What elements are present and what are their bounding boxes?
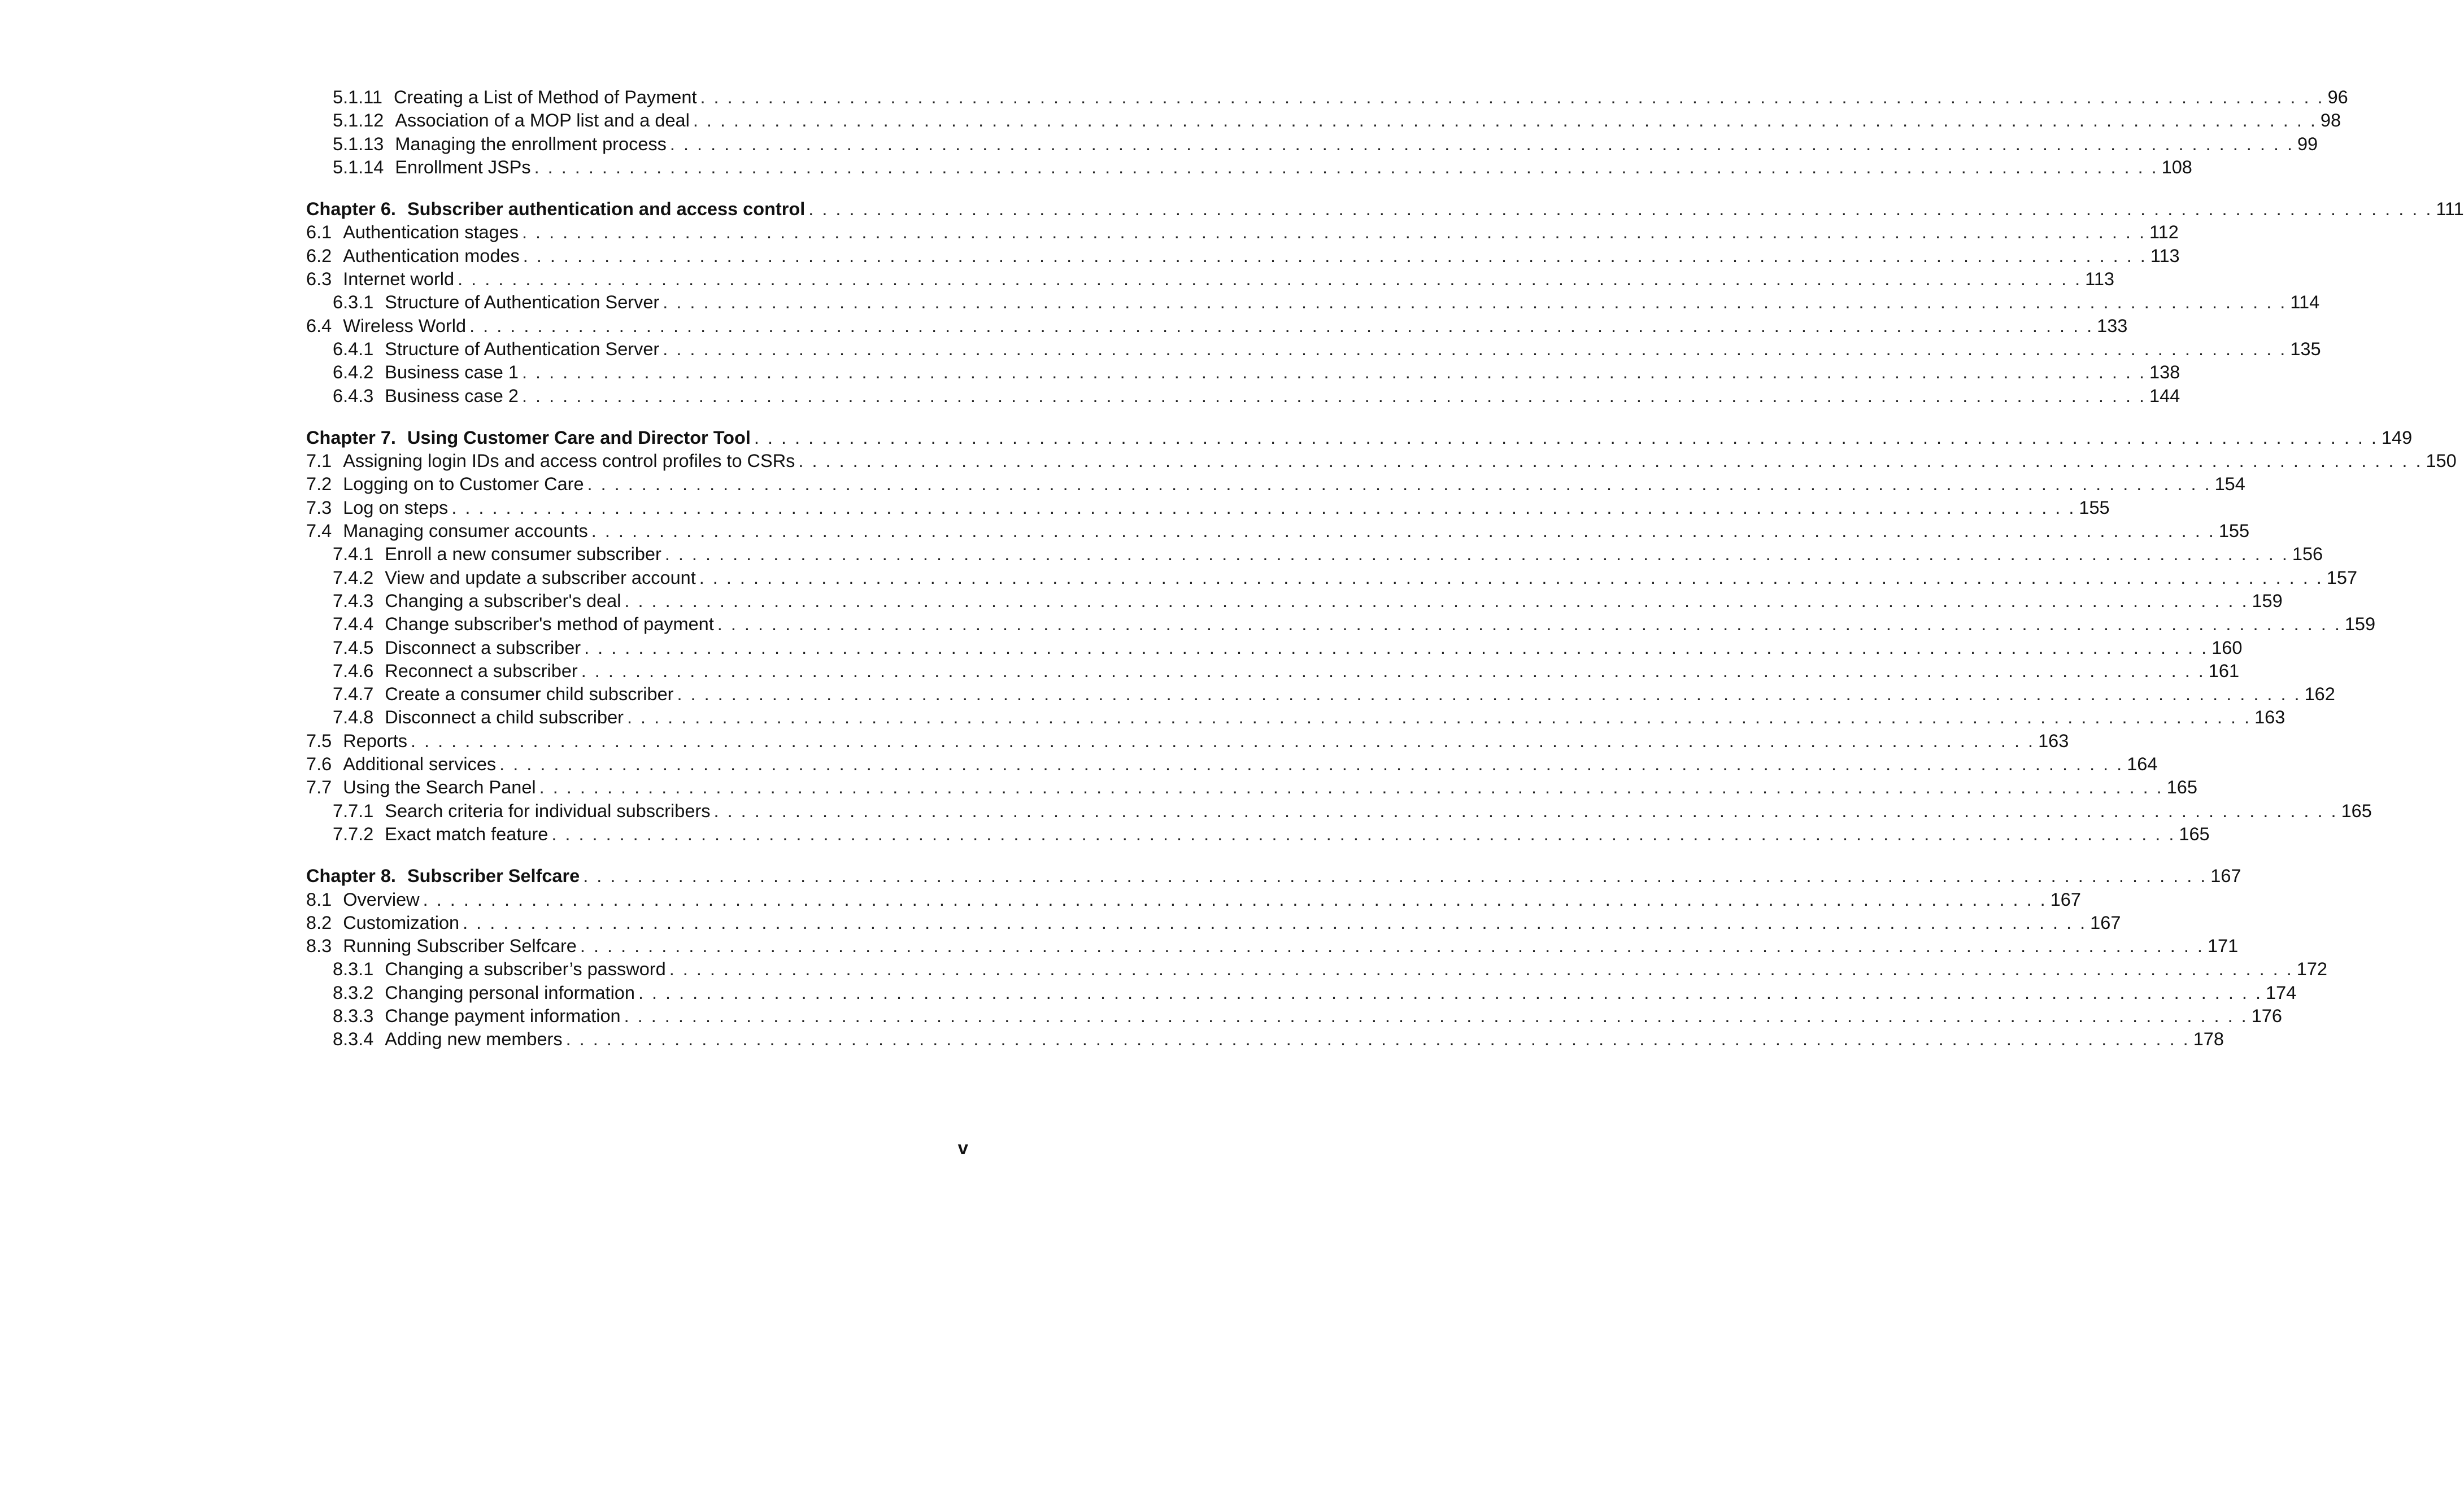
toc-entry[interactable]: [306, 636, 2243, 660]
toc-entry[interactable]: [306, 706, 2285, 729]
dot-leader: . . . . . . . . . . . . . . . . . . . . . . . . . . . . . . . . . . . . . . . . . . . . . . . . . . . . . . . . . . . . . . . . . . . . . . . . . . . . . . . . . . . . . . . . . . . . . . . . . . . . . . . . . . . . . . . . . . . . . . . .: [624, 1005, 2248, 1026]
toc-entry-number: 7.4.5: [333, 637, 374, 658]
dot-leader: . . . . . . . . . . . . . . . . . . . . . . . . . . . . . . . . . . . . . . . . . . . . . . . . . . . . . . . . . . . . . . . . . . . . . . . . . . . . . . . . . . . . . . . . . . . . . . . . . . . . . . . . . . . . . . . . . . . . . . . .: [664, 544, 2289, 565]
toc-entry-number: 6.4.1: [333, 338, 374, 359]
toc-entry-page: 133: [2097, 315, 2128, 336]
toc-entry-page: 178: [2193, 1029, 2224, 1050]
toc-entry-page: 159: [2344, 614, 2376, 635]
toc-entry-title: Logging on to Customer Care: [343, 474, 584, 495]
toc-entry-number: 8.1: [306, 889, 332, 910]
toc-entry-number: 7.7.2: [333, 823, 374, 844]
toc-entry-number: 8.3.3: [333, 1005, 374, 1026]
toc-entry-page: 163: [2254, 707, 2285, 728]
toc-entry[interactable]: [306, 823, 2210, 846]
toc-entry-page: 162: [2304, 684, 2335, 705]
toc-entry-title: Subscriber authentication and access control: [407, 199, 806, 220]
dot-leader: . . . . . . . . . . . . . . . . . . . . . . . . . . . . . . . . . . . . . . . . . . . . . . . . . . . . . . . . . . . . . . . . . . . . . . . . . . . . . . . . . . . . . . . . . . . . . . . . . . . . . . . . . . . . . . . . . . . . . . . .: [808, 199, 2433, 220]
toc-group: [306, 426, 2457, 846]
toc-entry-page: 112: [2149, 222, 2179, 243]
toc-entry-page: 98: [2320, 110, 2341, 131]
toc-entry-number: 6.2: [306, 245, 332, 266]
dot-leader: . . . . . . . . . . . . . . . . . . . . . . . . . . . . . . . . . . . . . . . . . . . . . . . . . . . . . . . . . . . . . . . . . . . . . . . . . . . . . . . . . . . . . . . . . . . . . . . . . . . . . . . . . . . . . . . . . . . . . . . .: [663, 338, 2287, 359]
toc-entry-title: Changing personal information: [385, 982, 635, 1003]
toc-entry[interactable]: [306, 776, 2197, 799]
dot-leader: . . . . . . . . . . . . . . . . . . . . . . . . . . . . . . . . . . . . . . . . . . . . . . . . . . . . . . . . . . . . . . . . . . . . . . . . . . . . . . . . . . . . . . . . . . . . . . . . . . . . . . . . . . . . . . . . . . . . . . . .: [700, 87, 2324, 107]
toc-entry-title: Authentication modes: [343, 245, 520, 266]
toc-entry-number: 7.4.1: [333, 544, 374, 565]
toc-entry-title: Disconnect a child subscriber: [385, 707, 624, 728]
dot-leader: . . . . . . . . . . . . . . . . . . . . . . . . . . . . . . . . . . . . . . . . . . . . . . . . . . . . . . . . . . . . . . . . . . . . . . . . . . . . . . . . . . . . . . . . . . . . . . . . . . . . . . . . . . . . . . . . . . . . . . . .: [754, 427, 2378, 448]
dot-leader: . . . . . . . . . . . . . . . . . . . . . . . . . . . . . . . . . . . . . . . . . . . . . . . . . . . . . . . . . . . . . . . . . . . . . . . . . . . . . . . . . . . . . . . . . . . . . . . . . . . . . . . . . . . . . . . . . . . . . . . .: [539, 777, 2163, 798]
toc-entry-number: 5.1.14: [333, 156, 384, 177]
toc-entry-number: 7.3: [306, 497, 332, 518]
toc-entry-number: 7.4.8: [333, 707, 374, 728]
toc-entry-number: 7.4.3: [333, 590, 374, 611]
toc-chapter-entry[interactable]: [306, 865, 2241, 888]
toc-entry-number: 7.7.1: [333, 800, 374, 821]
dot-leader: . . . . . . . . . . . . . . . . . . . . . . . . . . . . . . . . . . . . . . . . . . . . . . . . . . . . . . . . . . . . . . . . . . . . . . . . . . . . . . . . . . . . . . . . . . . . . . . . . . . . . . . . . . . . . . . . . . . . . . . .: [699, 567, 2323, 588]
toc-entry-number: 7.4: [306, 521, 332, 542]
toc-entry-number: 8.2: [306, 912, 332, 933]
dot-leader: . . . . . . . . . . . . . . . . . . . . . . . . . . . . . . . . . . . . . . . . . . . . . . . . . . . . . . . . . . . . . . . . . . . . . . . . . . . . . . . . . . . . . . . . . . . . . . . . . . . . . . . . . . . . . . . . . . . . . . . .: [677, 684, 2301, 705]
toc-entry-title: Reports: [343, 730, 407, 751]
toc-entry-title: Enroll a new consumer subscriber: [385, 544, 661, 565]
toc-entry-page: 165: [2166, 777, 2197, 798]
toc-entry-title: Adding new members: [385, 1029, 563, 1050]
toc-entry[interactable]: [306, 496, 2110, 520]
toc-entry-title: Authentication stages: [343, 222, 519, 243]
toc-entry-number: 6.1: [306, 222, 332, 243]
toc-entry[interactable]: [306, 958, 2327, 981]
dot-leader: . . . . . . . . . . . . . . . . . . . . . . . . . . . . . . . . . . . . . . . . . . . . . . . . . . . . . . . . . . . . . . . . . . . . . . . . . . . . . . . . . . . . . . . . . . . . . . . . . . . . . . . . . . . . . . . . . . . . . . . .: [584, 637, 2209, 658]
toc-entry-title: Managing the enrollment process: [395, 133, 667, 154]
toc-entry-title: Internet world: [343, 269, 455, 290]
toc-entry-page: 171: [2207, 936, 2239, 957]
toc-entry-number: 7.5: [306, 730, 332, 751]
dot-leader: . . . . . . . . . . . . . . . . . . . . . . . . . . . . . . . . . . . . . . . . . . . . . . . . . . . . . . . . . . . . . . . . . . . . . . . . . . . . . . . . . . . . . . . . . . . . . . . . . . . . . . . . . . . . . . . . . . . . . . . .: [551, 823, 2176, 844]
toc-entry-number: 7.4.2: [333, 567, 374, 588]
toc-entry-page: 144: [2149, 385, 2180, 406]
toc-entry-title: Enrollment JSPs: [395, 156, 531, 177]
toc-entry-title: Change subscriber's method of payment: [385, 614, 714, 635]
toc-entry-title: Change payment information: [385, 1005, 621, 1026]
toc-entry-number: 6.3.1: [333, 292, 374, 313]
toc-entry-title: Running Subscriber Selfcare: [343, 936, 577, 957]
toc-entry-page: 165: [2341, 800, 2372, 821]
toc-entry[interactable]: [306, 590, 2283, 613]
dot-leader: . . . . . . . . . . . . . . . . . . . . . . . . . . . . . . . . . . . . . . . . . . . . . . . . . . . . . . . . . . . . . . . . . . . . . . . . . . . . . . . . . . . . . . . . . . . . . . . . . . . . . . . . . . . . . . . . . . . . . . . .: [638, 982, 2262, 1003]
toc-entry-title: Business case 2: [385, 385, 519, 406]
toc-entry-number: 7.4.4: [333, 614, 374, 635]
toc-entry-page: 159: [2252, 590, 2283, 611]
toc-entry-page: 138: [2149, 362, 2180, 383]
table-of-contents: [306, 86, 2464, 1070]
toc-entry-title: Log on steps: [343, 497, 449, 518]
toc-entry[interactable]: [306, 543, 2323, 566]
dot-leader: . . . . . . . . . . . . . . . . . . . . . . . . . . . . . . . . . . . . . . . . . . . . . . . . . . . . . . . . . . . . . . . . . . . . . . . . . . . . . . . . . . . . . . . . . . . . . . . . . . . . . . . . . . . . . . . . . . . . . . . .: [580, 936, 2204, 957]
toc-entry-title: Creating a List of Method of Payment: [393, 87, 697, 107]
toc-entry-number: 8.3: [306, 936, 332, 957]
page-number: v: [957, 1137, 968, 1158]
toc-entry-page: 154: [2214, 474, 2245, 495]
toc-entry[interactable]: [306, 1028, 2224, 1051]
dot-leader: . . . . . . . . . . . . . . . . . . . . . . . . . . . . . . . . . . . . . . . . . . . . . . . . . . . . . . . . . . . . . . . . . . . . . . . . . . . . . . . . . . . . . . . . . . . . . . . . . . . . . . . . . . . . . . . . . . . . . . . .: [583, 866, 2208, 887]
toc-entry[interactable]: [306, 338, 2321, 361]
toc-entry-page: 96: [2327, 87, 2348, 107]
toc-group: [306, 865, 2327, 1051]
dot-leader: . . . . . . . . . . . . . . . . . . . . . . . . . . . . . . . . . . . . . . . . . . . . . . . . . . . . . . . . . . . . . . . . . . . . . . . . . . . . . . . . . . . . . . . . . . . . . . . . . . . . . . . . . . . . . . . . . . . . . . . .: [798, 451, 2423, 472]
toc-entry-number: 8.3.4: [333, 1029, 374, 1050]
toc-entry[interactable]: [306, 385, 2180, 408]
toc-entry-page: 155: [2218, 521, 2250, 542]
dot-leader: . . . . . . . . . . . . . . . . . . . . . . . . . . . . . . . . . . . . . . . . . . . . . . . . . . . . . . . . . . . . . . . . . . . . . . . . . . . . . . . . . . . . . . . . . . . . . . . . . . . . . . . . . . . . . . . . . . . . . . . .: [663, 292, 2287, 313]
toc-entry-number: Chapter 7.: [306, 427, 396, 448]
toc-entry-number: 7.1: [306, 451, 332, 472]
toc-entry[interactable]: [306, 613, 2376, 636]
toc-entry-number: 7.4.7: [333, 684, 374, 705]
dot-leader: . . . . . . . . . . . . . . . . . . . . . . . . . . . . . . . . . . . . . . . . . . . . . . . . . . . . . . . . . . . . . . . . . . . . . . . . . . . . . . . . . . . . . . . . . . . . . . . . . . . . . . . . . . . . . . . . . . . . . . . .: [693, 110, 2317, 131]
dot-leader: . . . . . . . . . . . . . . . . . . . . . . . . . . . . . . . . . . . . . . . . . . . . . . . . . . . . . . . . . . . . . . . . . . . . . . . . . . . . . . . . . . . . . . . . . . . . . . . . . . . . . . . . . . . . . . . . . . . . . . . .: [469, 315, 2094, 336]
toc-entry-title: Assigning login IDs and access control profiles to CSRs: [343, 451, 795, 472]
toc-chapter-entry[interactable]: [306, 198, 2464, 221]
toc-entry-page: 174: [2266, 982, 2297, 1003]
toc-entry[interactable]: [306, 911, 2121, 935]
toc-entry-page: 111: [2436, 199, 2464, 220]
dot-leader: . . . . . . . . . . . . . . . . . . . . . . . . . . . . . . . . . . . . . . . . . . . . . . . . . . . . . . . . . . . . . . . . . . . . . . . . . . . . . . . . . . . . . . . . . . . . . . . . . . . . . . . . . . . . . . . . . . . . . . . .: [523, 245, 2147, 266]
toc-entry-page: 113: [2150, 245, 2180, 266]
toc-entry-number: 6.4.2: [333, 362, 374, 383]
dot-leader: . . . . . . . . . . . . . . . . . . . . . . . . . . . . . . . . . . . . . . . . . . . . . . . . . . . . . . . . . . . . . . . . . . . . . . . . . . . . . . . . . . . . . . . . . . . . . . . . . . . . . . . . . . . . . . . . . . . . . . . .: [581, 660, 2205, 681]
toc-entry[interactable]: [306, 221, 2179, 244]
dot-leader: . . . . . . . . . . . . . . . . . . . . . . . . . . . . . . . . . . . . . . . . . . . . . . . . . . . . . . . . . . . . . . . . . . . . . . . . . . . . . . . . . . . . . . . . . . . . . . . . . . . . . . . . . . . . . . . . . . . . . . . .: [534, 156, 2158, 177]
toc-entry-number: 8.3.2: [333, 982, 374, 1003]
dot-leader: . . . . . . . . . . . . . . . . . . . . . . . . . . . . . . . . . . . . . . . . . . . . . . . . . . . . . . . . . . . . . . . . . . . . . . . . . . . . . . . . . . . . . . . . . . . . . . . . . . . . . . . . . . . . . . . . . . . . . . . .: [587, 474, 2211, 495]
toc-entry-title: Disconnect a subscriber: [385, 637, 581, 658]
dot-leader: . . . . . . . . . . . . . . . . . . . . . . . . . . . . . . . . . . . . . . . . . . . . . . . . . . . . . . . . . . . . . . . . . . . . . . . . . . . . . . . . . . . . . . . . . . . . . . . . . . . . . . . . . . . . . . . . . . . . . . . .: [423, 889, 2047, 910]
toc-entry-number: 7.2: [306, 474, 332, 495]
toc-entry-title: Using Customer Care and Director Tool: [407, 427, 751, 448]
toc-entry-page: 156: [2292, 544, 2323, 565]
toc-entry-page: 163: [2038, 730, 2069, 751]
toc-entry[interactable]: [306, 800, 2372, 823]
toc-entry-title: Search criteria for individual subscribers: [385, 800, 711, 821]
toc-entry-number: 7.4.6: [333, 660, 374, 681]
toc-entry-page: 157: [2326, 567, 2358, 588]
toc-entry-number: Chapter 6.: [306, 199, 396, 220]
toc-entry[interactable]: [306, 86, 2348, 109]
toc-entry-title: Additional services: [343, 754, 497, 775]
toc-entry[interactable]: [306, 683, 2335, 706]
dot-leader: . . . . . . . . . . . . . . . . . . . . . . . . . . . . . . . . . . . . . . . . . . . . . . . . . . . . . . . . . . . . . . . . . . . . . . . . . . . . . . . . . . . . . . . . . . . . . . . . . . . . . . . . . . . . . . . . . . . . . . . .: [458, 269, 2082, 290]
toc-entry[interactable]: [306, 109, 2341, 132]
toc-entry-page: 135: [2290, 338, 2321, 359]
toc-entry-title: Managing consumer accounts: [343, 521, 588, 542]
toc-entry-page: 149: [2381, 427, 2413, 448]
dot-leader: . . . . . . . . . . . . . . . . . . . . . . . . . . . . . . . . . . . . . . . . . . . . . . . . . . . . . . . . . . . . . . . . . . . . . . . . . . . . . . . . . . . . . . . . . . . . . . . . . . . . . . . . . . . . . . . . . . . . . . . .: [521, 362, 2147, 383]
dot-leader: . . . . . . . . . . . . . . . . . . . . . . . . . . . . . . . . . . . . . . . . . . . . . . . . . . . . . . . . . . . . . . . . . . . . . . . . . . . . . . . . . . . . . . . . . . . . . . . . . . . . . . . . . . . . . . . . . . . . . . . .: [713, 800, 2338, 821]
toc-entry-number: 7.7: [306, 777, 332, 798]
toc-entry[interactable]: [306, 268, 2114, 291]
toc-entry[interactable]: [306, 473, 2245, 496]
toc-entry-page: 160: [2211, 637, 2243, 658]
toc-entry-number: Chapter 8.: [306, 866, 396, 887]
toc-entry-number: 6.3: [306, 269, 332, 290]
toc-entry-title: Exact match feature: [385, 823, 548, 844]
toc-entry[interactable]: [306, 935, 2239, 958]
toc-entry[interactable]: [306, 520, 2250, 543]
toc-entry-title: Wireless World: [343, 315, 467, 336]
toc-entry-page: 161: [2208, 660, 2240, 681]
toc-entry-page: 99: [2297, 133, 2318, 154]
toc-entry-page: 114: [2290, 292, 2320, 313]
toc-entry[interactable]: [306, 291, 2320, 314]
toc-entry-title: Structure of Authentication Server: [385, 338, 660, 359]
toc-entry[interactable]: [306, 361, 2180, 384]
toc-entry-title: Structure of Authentication Server: [385, 292, 660, 313]
toc-entry-title: Using the Search Panel: [343, 777, 536, 798]
toc-entry-number: 5.1.13: [333, 133, 384, 154]
toc-entry[interactable]: [306, 1005, 2282, 1028]
toc-entry-number: 6.4: [306, 315, 332, 336]
toc-chapter-entry[interactable]: [306, 426, 2413, 449]
dot-leader: . . . . . . . . . . . . . . . . . . . . . . . . . . . . . . . . . . . . . . . . . . . . . . . . . . . . . . . . . . . . . . . . . . . . . . . . . . . . . . . . . . . . . . . . . . . . . . . . . . . . . . . . . . . . . . . . . . . . . . . .: [499, 754, 2124, 775]
dot-leader: . . . . . . . . . . . . . . . . . . . . . . . . . . . . . . . . . . . . . . . . . . . . . . . . . . . . . . . . . . . . . . . . . . . . . . . . . . . . . . . . . . . . . . . . . . . . . . . . . . . . . . . . . . . . . . . . . . . . . . . .: [565, 1029, 2190, 1050]
toc-entry-page: 167: [2050, 889, 2081, 910]
toc-entry-title: Create a consumer child subscriber: [385, 684, 674, 705]
toc-entry[interactable]: [306, 156, 2192, 179]
toc-entry[interactable]: [306, 245, 2180, 268]
dot-leader: . . . . . . . . . . . . . . . . . . . . . . . . . . . . . . . . . . . . . . . . . . . . . . . . . . . . . . . . . . . . . . . . . . . . . . . . . . . . . . . . . . . . . . . . . . . . . . . . . . . . . . . . . . . . . . . . . . . . . . . .: [591, 521, 2215, 542]
toc-entry-number: 8.3.1: [333, 959, 374, 980]
toc-entry[interactable]: [306, 981, 2297, 1005]
toc-entry-page: 176: [2251, 1005, 2282, 1026]
toc-entry-page: 155: [2079, 497, 2110, 518]
toc-entry-number: 5.1.11: [333, 87, 382, 107]
toc-entry-page: 167: [2090, 912, 2121, 933]
toc-entry[interactable]: [306, 660, 2240, 683]
toc-entry[interactable]: [306, 449, 2457, 473]
toc-entry[interactable]: [306, 730, 2069, 753]
toc-entry-title: Overview: [343, 889, 420, 910]
toc-entry-title: Association of a MOP list and a deal: [395, 110, 690, 131]
toc-entry-number: 6.4.3: [333, 385, 374, 406]
toc-entry[interactable]: [306, 566, 2358, 590]
toc-entry[interactable]: [306, 315, 2128, 338]
toc-entry-title: Changing a subscriber's deal: [385, 590, 621, 611]
toc-group: [306, 198, 2464, 408]
toc-entry-page: 172: [2296, 959, 2327, 980]
dot-leader: . . . . . . . . . . . . . . . . . . . . . . . . . . . . . . . . . . . . . . . . . . . . . . . . . . . . . . . . . . . . . . . . . . . . . . . . . . . . . . . . . . . . . . . . . . . . . . . . . . . . . . . . . . . . . . . . . . . . . . . .: [521, 222, 2147, 243]
toc-entry[interactable]: [306, 133, 2318, 156]
toc-entry[interactable]: [306, 753, 2158, 776]
dot-leader: . . . . . . . . . . . . . . . . . . . . . . . . . . . . . . . . . . . . . . . . . . . . . . . . . . . . . . . . . . . . . . . . . . . . . . . . . . . . . . . . . . . . . . . . . . . . . . . . . . . . . . . . . . . . . . . . . . . . . . . .: [717, 614, 2341, 635]
dot-leader: . . . . . . . . . . . . . . . . . . . . . . . . . . . . . . . . . . . . . . . . . . . . . . . . . . . . . . . . . . . . . . . . . . . . . . . . . . . . . . . . . . . . . . . . . . . . . . . . . . . . . . . . . . . . . . . . . . . . . . . .: [411, 730, 2035, 751]
dot-leader: . . . . . . . . . . . . . . . . . . . . . . . . . . . . . . . . . . . . . . . . . . . . . . . . . . . . . . . . . . . . . . . . . . . . . . . . . . . . . . . . . . . . . . . . . . . . . . . . . . . . . . . . . . . . . . . . . . . . . . . .: [669, 959, 2293, 980]
toc-entry-title: Subscriber Selfcare: [407, 866, 580, 887]
toc-entry-title: Changing a subscriber’s password: [385, 959, 666, 980]
dot-leader: . . . . . . . . . . . . . . . . . . . . . . . . . . . . . . . . . . . . . . . . . . . . . . . . . . . . . . . . . . . . . . . . . . . . . . . . . . . . . . . . . . . . . . . . . . . . . . . . . . . . . . . . . . . . . . . . . . . . . . . .: [627, 707, 2252, 728]
dot-leader: . . . . . . . . . . . . . . . . . . . . . . . . . . . . . . . . . . . . . . . . . . . . . . . . . . . . . . . . . . . . . . . . . . . . . . . . . . . . . . . . . . . . . . . . . . . . . . . . . . . . . . . . . . . . . . . . . . . . . . . .: [451, 497, 2076, 518]
toc-entry-page: 108: [2161, 156, 2192, 177]
toc-entry-page: 150: [2426, 451, 2457, 472]
toc-entry-title: View and update a subscriber account: [385, 567, 696, 588]
toc-entry-page: 164: [2127, 754, 2158, 775]
toc-entry-number: 5.1.12: [333, 110, 384, 131]
toc-entry-title: Business case 1: [385, 362, 519, 383]
toc-entry-page: 167: [2210, 866, 2241, 887]
toc-entry-title: Reconnect a subscriber: [385, 660, 578, 681]
toc-entry[interactable]: [306, 888, 2081, 911]
toc-entry-page: 113: [2085, 269, 2114, 290]
toc-group: [306, 86, 2348, 179]
toc-entry-number: 7.6: [306, 754, 332, 775]
dot-leader: . . . . . . . . . . . . . . . . . . . . . . . . . . . . . . . . . . . . . . . . . . . . . . . . . . . . . . . . . . . . . . . . . . . . . . . . . . . . . . . . . . . . . . . . . . . . . . . . . . . . . . . . . . . . . . . . . . . . . . . .: [463, 912, 2087, 933]
toc-entry-page: 165: [2179, 823, 2210, 844]
dot-leader: . . . . . . . . . . . . . . . . . . . . . . . . . . . . . . . . . . . . . . . . . . . . . . . . . . . . . . . . . . . . . . . . . . . . . . . . . . . . . . . . . . . . . . . . . . . . . . . . . . . . . . . . . . . . . . . . . . . . . . . .: [624, 590, 2249, 611]
dot-leader: . . . . . . . . . . . . . . . . . . . . . . . . . . . . . . . . . . . . . . . . . . . . . . . . . . . . . . . . . . . . . . . . . . . . . . . . . . . . . . . . . . . . . . . . . . . . . . . . . . . . . . . . . . . . . . . . . . . . . . . .: [669, 133, 2294, 154]
dot-leader: . . . . . . . . . . . . . . . . . . . . . . . . . . . . . . . . . . . . . . . . . . . . . . . . . . . . . . . . . . . . . . . . . . . . . . . . . . . . . . . . . . . . . . . . . . . . . . . . . . . . . . . . . . . . . . . . . . . . . . . .: [521, 385, 2147, 406]
toc-entry-title: Customization: [343, 912, 460, 933]
